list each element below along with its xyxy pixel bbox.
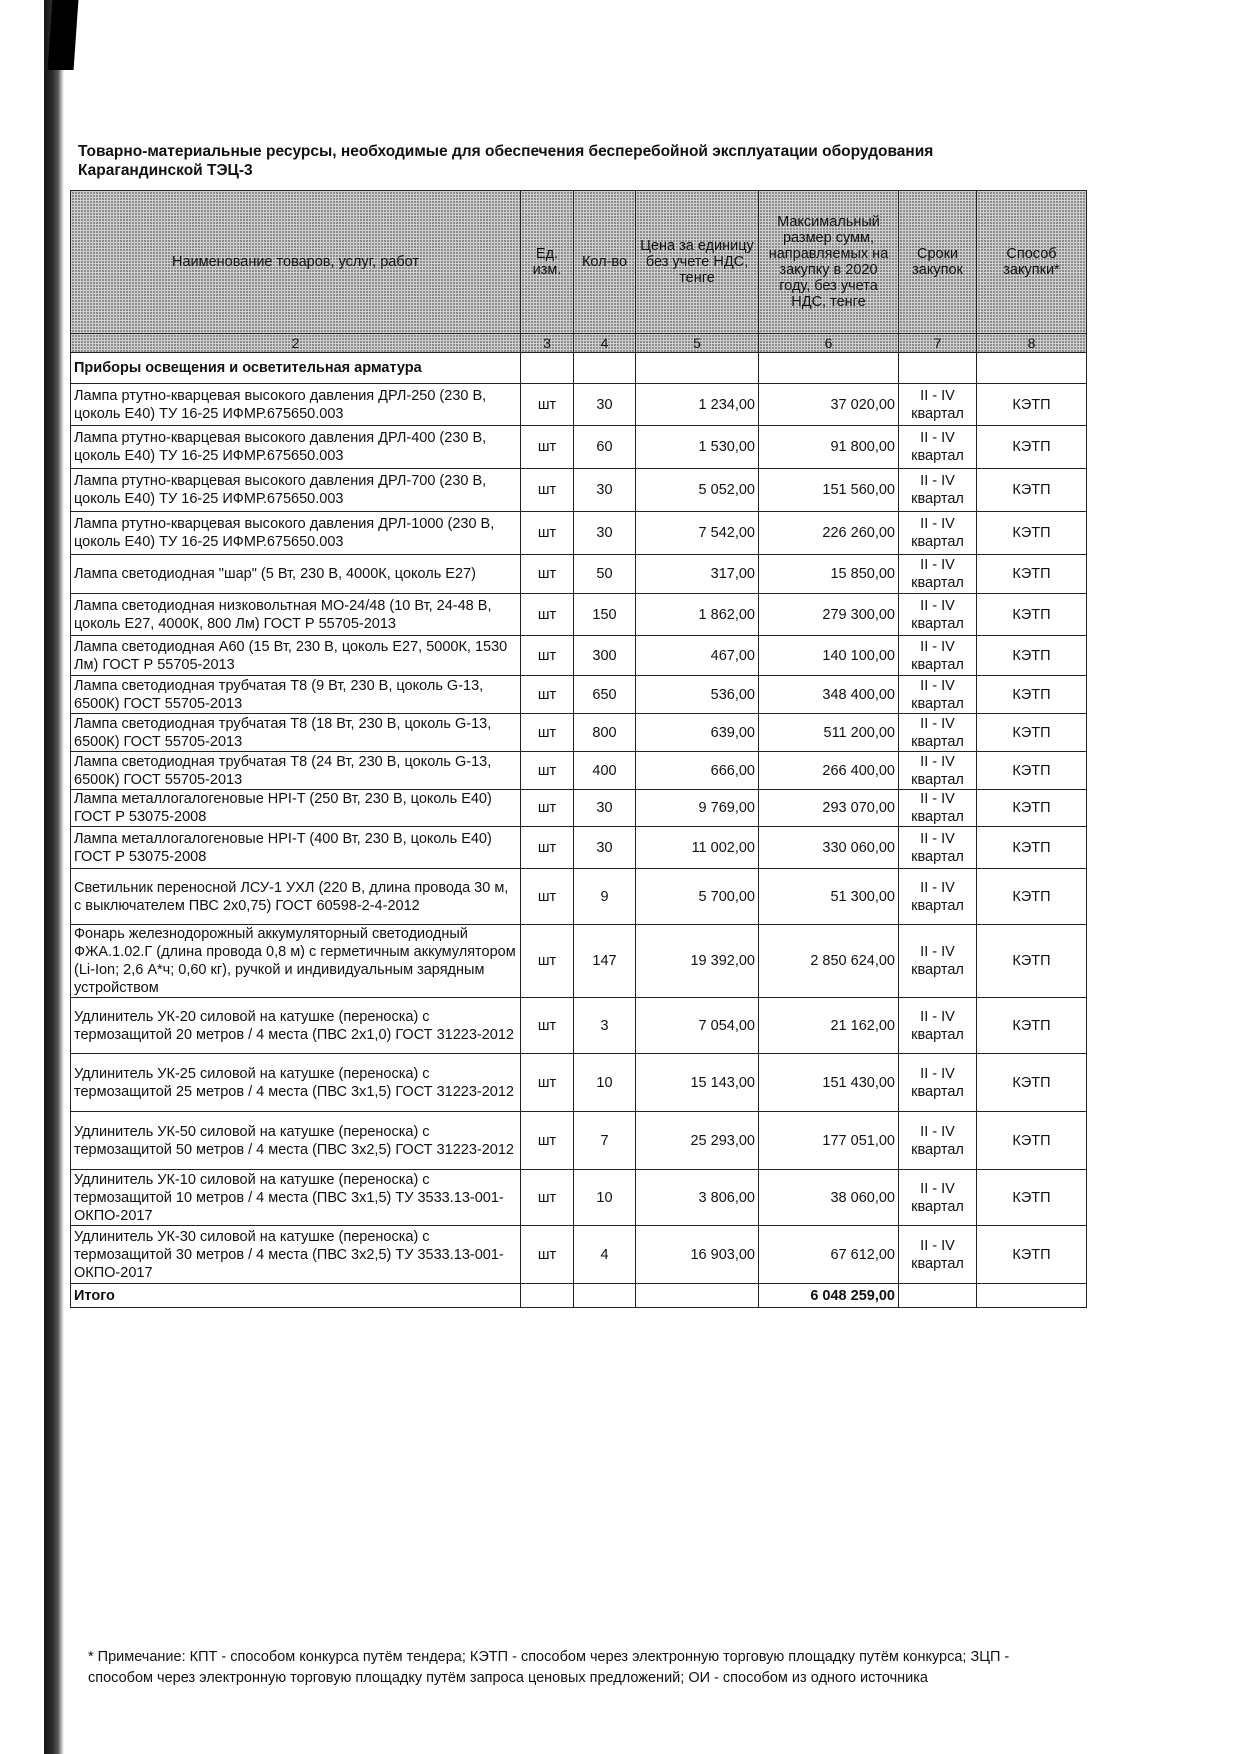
- row-sum: 177 051,00: [759, 1112, 899, 1170]
- row-method: КЭТП: [977, 827, 1087, 869]
- row-name: Лампа светодиодная трубчатая Т8 (24 Вт, 230 В, цоколь G-13, 6500К) ГОСТ 55705-2013: [71, 752, 521, 790]
- row-method: КЭТП: [977, 998, 1087, 1054]
- row-unit: шт: [521, 676, 574, 714]
- row-price: 19 392,00: [636, 925, 759, 998]
- row-price: 1 530,00: [636, 426, 759, 469]
- row-qty: 60: [574, 426, 636, 469]
- table-row: [71, 1170, 1087, 1226]
- table-row: [71, 925, 1087, 998]
- row-qty: 10: [574, 1170, 636, 1226]
- header-price: Цена за единицу без учете НДС, тенге: [636, 191, 759, 334]
- table-row: [71, 594, 1087, 636]
- row-price: 666,00: [636, 752, 759, 790]
- row-qty: 30: [574, 384, 636, 426]
- row-method: КЭТП: [977, 714, 1087, 752]
- row-unit: шт: [521, 998, 574, 1054]
- row-sum: 91 800,00: [759, 426, 899, 469]
- row-period: II - IV квартал: [899, 752, 977, 790]
- table-row: [71, 714, 1087, 752]
- row-period: II - IV квартал: [899, 827, 977, 869]
- row-qty: 650: [574, 676, 636, 714]
- table-row: [71, 676, 1087, 714]
- header-qty: Кол-во: [574, 191, 636, 334]
- row-unit: шт: [521, 384, 574, 426]
- row-method: КЭТП: [977, 426, 1087, 469]
- row-sum: 293 070,00: [759, 790, 899, 827]
- row-method: КЭТП: [977, 555, 1087, 594]
- row-sum: 266 400,00: [759, 752, 899, 790]
- row-unit: шт: [521, 469, 574, 512]
- header-name: Наименование товаров, услуг, работ: [71, 191, 521, 334]
- row-method: КЭТП: [977, 594, 1087, 636]
- row-sum: 226 260,00: [759, 512, 899, 555]
- row-qty: 30: [574, 469, 636, 512]
- row-name: Лампа светодиодная А60 (15 Вт, 230 В, цоколь Е27, 5000К, 1530 Лм) ГОСТ Р 55705-2013: [71, 636, 521, 676]
- row-period: II - IV квартал: [899, 636, 977, 676]
- procurement-table: [70, 190, 1087, 1308]
- header-period: Сроки закупок: [899, 191, 977, 334]
- row-method: КЭТП: [977, 925, 1087, 998]
- row-unit: шт: [521, 790, 574, 827]
- row-period: II - IV квартал: [899, 1112, 977, 1170]
- row-method: КЭТП: [977, 636, 1087, 676]
- section-row: [71, 353, 1087, 384]
- row-period: II - IV квартал: [899, 790, 977, 827]
- row-name: Удлинитель УК-50 силовой на катушке (переноска) с термозащитой 50 метров / 4 места (ПВС 3х2,5) ГОСТ 31223-2012: [71, 1112, 521, 1170]
- row-unit: шт: [521, 925, 574, 998]
- row-period: II - IV квартал: [899, 1054, 977, 1112]
- row-period: II - IV квартал: [899, 869, 977, 925]
- row-name: Лампа ртутно-кварцевая высокого давления ДРЛ-1000 (230 В, цоколь Е40) ТУ 16-25 ИФМР.675650.003: [71, 512, 521, 555]
- header-row: [71, 191, 1087, 334]
- row-period: II - IV квартал: [899, 1226, 977, 1284]
- row-sum: 67 612,00: [759, 1226, 899, 1284]
- row-sum: 38 060,00: [759, 1170, 899, 1226]
- row-name: Удлинитель УК-10 силовой на катушке (переноска) с термозащитой 10 метров / 4 места (ПВС 3х1,5) ТУ 3533.13-001-ОКПО-2017: [71, 1170, 521, 1226]
- row-unit: шт: [521, 555, 574, 594]
- row-name: Лампа ртутно-кварцевая высокого давления ДРЛ-250 (230 В, цоколь Е40) ТУ 16-25 ИФМР.675650.003: [71, 384, 521, 426]
- row-qty: 30: [574, 827, 636, 869]
- row-name: Фонарь железнодорожный аккумуляторный светодиодный ФЖА.1.02.Г (длина провода 0,8 м) с герметичным аккумулятором (Li-Ion; 2,6 А*ч; 0,60 кг), ручкой и индивидуальным зарядным устройством: [71, 925, 521, 998]
- row-unit: шт: [521, 512, 574, 555]
- row-method: КЭТП: [977, 1226, 1087, 1284]
- table-row: [71, 790, 1087, 827]
- row-unit: шт: [521, 714, 574, 752]
- row-name: Светильник переносной ЛСУ-1 УХЛ (220 В, длина провода 30 м, с выключателем ПВС 2х0,75) ГОСТ 60598-2-4-2012: [71, 869, 521, 925]
- column-number-row: [71, 334, 1087, 353]
- header-sum: Максимальный размер сумм, направляемых на закупку в 2020 году, без учета НДС, тенге: [759, 191, 899, 334]
- total-row: [71, 1284, 1087, 1308]
- scan-shadow-edge: [44, 0, 64, 1754]
- row-price: 7 542,00: [636, 512, 759, 555]
- row-method: КЭТП: [977, 1112, 1087, 1170]
- row-period: II - IV квартал: [899, 676, 977, 714]
- table-row: [71, 384, 1087, 426]
- row-price: 5 052,00: [636, 469, 759, 512]
- row-qty: 800: [574, 714, 636, 752]
- table-row: [71, 1226, 1087, 1284]
- row-price: 1 234,00: [636, 384, 759, 426]
- row-sum: 151 560,00: [759, 469, 899, 512]
- row-price: 11 002,00: [636, 827, 759, 869]
- row-price: 536,00: [636, 676, 759, 714]
- col-number: 5: [636, 334, 759, 353]
- col-number: 8: [977, 334, 1087, 353]
- row-method: КЭТП: [977, 790, 1087, 827]
- row-price: 5 700,00: [636, 869, 759, 925]
- row-qty: 7: [574, 1112, 636, 1170]
- total-sum: 6 048 259,00: [759, 1284, 899, 1308]
- row-price: 9 769,00: [636, 790, 759, 827]
- row-sum: 511 200,00: [759, 714, 899, 752]
- row-price: 7 054,00: [636, 998, 759, 1054]
- table-row: [71, 869, 1087, 925]
- row-name: Лампа светодиодная низковольтная МО-24/48 (10 Вт, 24-48 В, цоколь Е27, 4000К, 800 Лм) ГОСТ Р 55705-2013: [71, 594, 521, 636]
- row-sum: 37 020,00: [759, 384, 899, 426]
- row-unit: шт: [521, 1226, 574, 1284]
- col-number: 4: [574, 334, 636, 353]
- row-name: Лампа светодиодная "шар" (5 Вт, 230 В, 4000К, цоколь Е27): [71, 555, 521, 594]
- row-method: КЭТП: [977, 1170, 1087, 1226]
- row-unit: шт: [521, 1112, 574, 1170]
- row-method: КЭТП: [977, 384, 1087, 426]
- section-title: Приборы освещения и осветительная арматура: [71, 353, 521, 384]
- table-row: [71, 426, 1087, 469]
- row-sum: 330 060,00: [759, 827, 899, 869]
- row-method: КЭТП: [977, 1054, 1087, 1112]
- row-period: II - IV квартал: [899, 426, 977, 469]
- col-number: 3: [521, 334, 574, 353]
- row-method: КЭТП: [977, 469, 1087, 512]
- row-name: Лампа металлогалогеновые HPI-T (250 Вт, 230 В, цоколь Е40) ГОСТ Р 53075-2008: [71, 790, 521, 827]
- footnote: * Примечание: КПТ - способом конкурса путём тендера; КЭТП - способом через электронную торговую площадку путём конкурса; ЗЦП - способом через электронную торговую площадку путём запроса ценовых предложений; ОИ - способом из одного источника: [88, 1649, 1010, 1686]
- row-unit: шт: [521, 636, 574, 676]
- row-method: КЭТП: [977, 752, 1087, 790]
- row-name: Удлинитель УК-25 силовой на катушке (переноска) с термозащитой 25 метров / 4 места (ПВС 3х1,5) ГОСТ 31223-2012: [71, 1054, 521, 1112]
- row-period: II - IV квартал: [899, 714, 977, 752]
- row-sum: 348 400,00: [759, 676, 899, 714]
- row-name: Лампа светодиодная трубчатая Т8 (18 Вт, 230 В, цоколь G-13, 6500К) ГОСТ 55705-2013: [71, 714, 521, 752]
- row-price: 16 903,00: [636, 1226, 759, 1284]
- row-price: 3 806,00: [636, 1170, 759, 1226]
- row-price: 639,00: [636, 714, 759, 752]
- row-qty: 50: [574, 555, 636, 594]
- header-unit: Ед. изм.: [521, 191, 574, 334]
- row-method: КЭТП: [977, 869, 1087, 925]
- row-period: II - IV квартал: [899, 1170, 977, 1226]
- row-period: II - IV квартал: [899, 384, 977, 426]
- row-name: Удлинитель УК-20 силовой на катушке (переноска) с термозащитой 20 метров / 4 места (ПВС 2х1,0) ГОСТ 31223-2012: [71, 998, 521, 1054]
- row-qty: 30: [574, 790, 636, 827]
- row-qty: 400: [574, 752, 636, 790]
- row-qty: 9: [574, 869, 636, 925]
- row-price: 317,00: [636, 555, 759, 594]
- header-method: Способ закупки*: [977, 191, 1087, 334]
- row-unit: шт: [521, 752, 574, 790]
- row-method: КЭТП: [977, 676, 1087, 714]
- row-sum: 140 100,00: [759, 636, 899, 676]
- row-period: II - IV квартал: [899, 925, 977, 998]
- row-unit: шт: [521, 1170, 574, 1226]
- row-name: Лампа металлогалогеновые HPI-T (400 Вт, 230 В, цоколь Е40) ГОСТ Р 53075-2008: [71, 827, 521, 869]
- row-price: 1 862,00: [636, 594, 759, 636]
- col-number: 7: [899, 334, 977, 353]
- row-name: Лампа ртутно-кварцевая высокого давления ДРЛ-400 (230 В, цоколь Е40) ТУ 16-25 ИФМР.675650.003: [71, 426, 521, 469]
- row-name: Лампа светодиодная трубчатая Т8 (9 Вт, 230 В, цоколь G-13, 6500К) ГОСТ 55705-2013: [71, 676, 521, 714]
- row-sum: 279 300,00: [759, 594, 899, 636]
- row-sum: 2 850 624,00: [759, 925, 899, 998]
- row-period: II - IV квартал: [899, 555, 977, 594]
- col-number: 2: [71, 334, 521, 353]
- document-title: Товарно-материальные ресурсы, необходимые для обеспечения бесперебойной эксплуатации оборудования Карагандинской ТЭЦ-3: [78, 143, 934, 179]
- row-sum: 151 430,00: [759, 1054, 899, 1112]
- row-name: Удлинитель УК-30 силовой на катушке (переноска) с термозащитой 30 метров / 4 места (ПВС 3х2,5) ТУ 3533.13-001-ОКПО-2017: [71, 1226, 521, 1284]
- row-unit: шт: [521, 827, 574, 869]
- total-label: Итого: [71, 1284, 521, 1308]
- row-price: 15 143,00: [636, 1054, 759, 1112]
- row-period: II - IV квартал: [899, 594, 977, 636]
- row-sum: 15 850,00: [759, 555, 899, 594]
- table-row: [71, 555, 1087, 594]
- row-qty: 150: [574, 594, 636, 636]
- row-sum: 21 162,00: [759, 998, 899, 1054]
- row-qty: 30: [574, 512, 636, 555]
- row-qty: 147: [574, 925, 636, 998]
- row-period: II - IV квартал: [899, 998, 977, 1054]
- table-row: [71, 752, 1087, 790]
- row-method: КЭТП: [977, 512, 1087, 555]
- row-unit: шт: [521, 869, 574, 925]
- row-period: II - IV квартал: [899, 469, 977, 512]
- row-sum: 51 300,00: [759, 869, 899, 925]
- table-row: [71, 1054, 1087, 1112]
- row-price: 467,00: [636, 636, 759, 676]
- row-period: II - IV квартал: [899, 512, 977, 555]
- row-price: 25 293,00: [636, 1112, 759, 1170]
- row-unit: шт: [521, 594, 574, 636]
- row-qty: 3: [574, 998, 636, 1054]
- scan-shadow-corner: [48, 0, 79, 70]
- col-number: 6: [759, 334, 899, 353]
- row-qty: 300: [574, 636, 636, 676]
- table-row: [71, 998, 1087, 1054]
- table-row: [71, 512, 1087, 555]
- row-qty: 10: [574, 1054, 636, 1112]
- row-qty: 4: [574, 1226, 636, 1284]
- table-row: [71, 636, 1087, 676]
- row-name: Лампа ртутно-кварцевая высокого давления ДРЛ-700 (230 В, цоколь Е40) ТУ 16-25 ИФМР.675650.003: [71, 469, 521, 512]
- row-unit: шт: [521, 426, 574, 469]
- table-row: [71, 1112, 1087, 1170]
- table-row: [71, 827, 1087, 869]
- table-row: [71, 469, 1087, 512]
- row-unit: шт: [521, 1054, 574, 1112]
